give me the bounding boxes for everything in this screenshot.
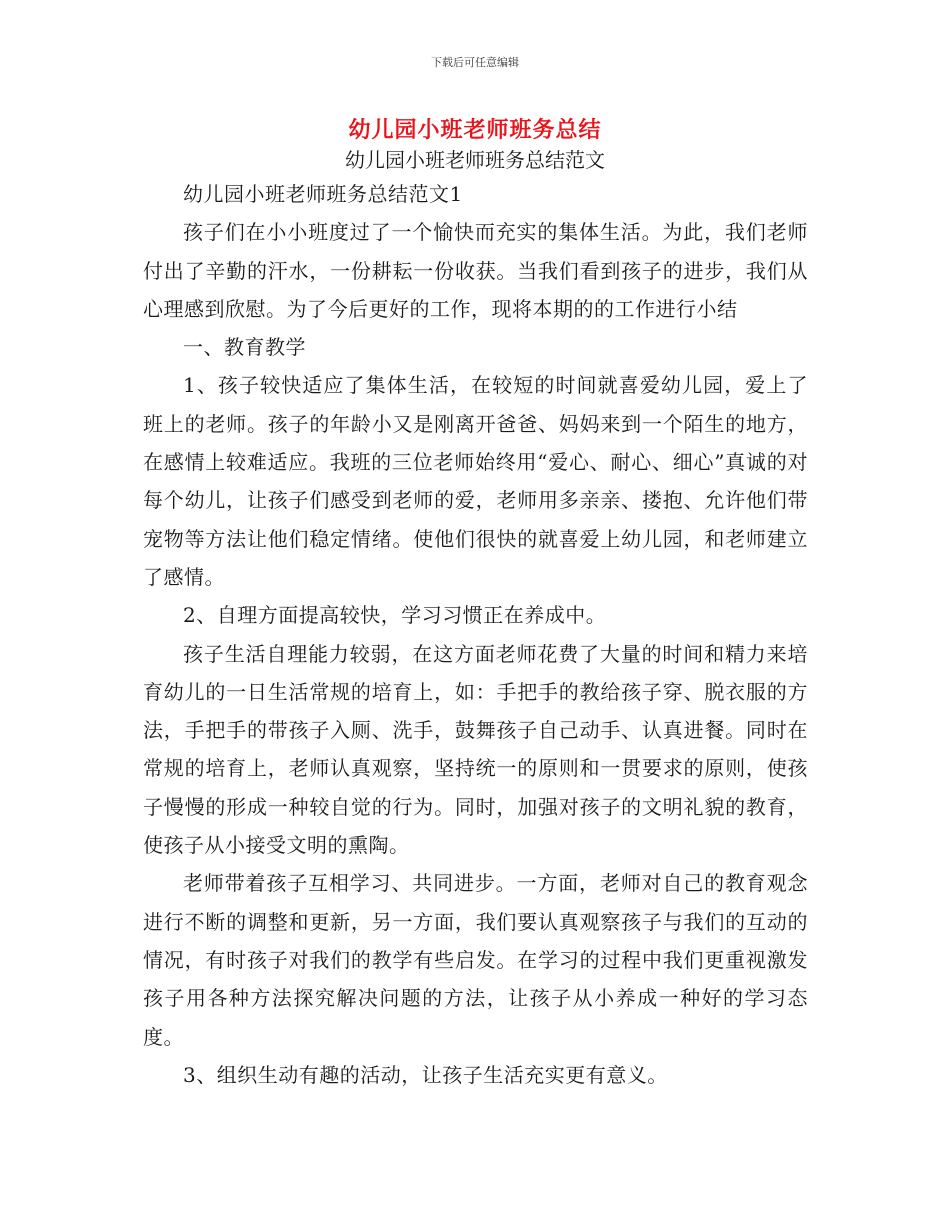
document-subtitle: 幼儿园小班老师班务总结范文: [345, 148, 605, 172]
header-note: 下载后可任意编辑: [431, 56, 519, 69]
document-title: 幼儿园小班老师班务总结: [348, 118, 602, 143]
document-body: [143, 175, 808, 1094]
section-heading: 幼儿园小班老师班务总结范文1: [183, 182, 463, 206]
body-paragraph: 老师带着孩子互相学习、共同进步。一方面，老师对自己的教育观念进行不断的调整和更新，另一方面，我们要认真观察孩子与我们的互动的情况，有时孩子对我们的教学有些启发。在学习的过程中我们更重视激发孩子用各种方法探究解决问题的方法，让孩子从小养成一种好的学习态度。: [143, 871, 808, 1049]
body-paragraph: 孩子生活自理能力较弱，在这方面老师花费了大量的时间和精力来培育幼儿的一日生活常规的培育上，如：手把手的教给孩子穿、脱衣服的方法，手把手的带孩子入厕、洗手，鼓舞孩子自己动手、认真进餐。同时在常规的培育上，老师认真观察，坚持统一的原则和一贯要求的原则，使孩子慢慢的形成一种较自觉的行为。同时，加强对孩子的文明礼貌的教育，使孩子从小接受文明的熏陶。: [143, 641, 808, 858]
section-heading: 一、教育教学: [183, 335, 306, 360]
sub-heading: 3、组织生动有趣的活动，让孩子生活充实更有意义。: [183, 1062, 668, 1087]
body-paragraph: 1、孩子较快适应了集体生活，在较短的时间就喜爱幼儿园，爱上了班上的老师。孩子的年龄小又是刚离开爸爸、妈妈来到一个陌生的地方，在感情上较难适应。我班的三位老师始终用“爱心、耐心、细心”真诚的对每个幼儿，让孩子们感受到老师的爱，老师用多亲亲、搂抱、允许他们带宠物等方法让他们稳定情绪。使他们很快的就喜爱上幼儿园，和老师建立了感情。: [143, 373, 808, 589]
body-paragraph: 孩子们在小小班度过了一个愉快而充实的集体生活。为此，我们老师付出了辛勤的汗水，一份耕耘一份收获。当我们看到孩子的进步，我们从心理感到欣慰。为了今后更好的工作，现将本期的的工作进行小结: [143, 220, 808, 321]
sub-heading: 2、自理方面提高较快，学习习惯正在养成中。: [183, 603, 607, 628]
